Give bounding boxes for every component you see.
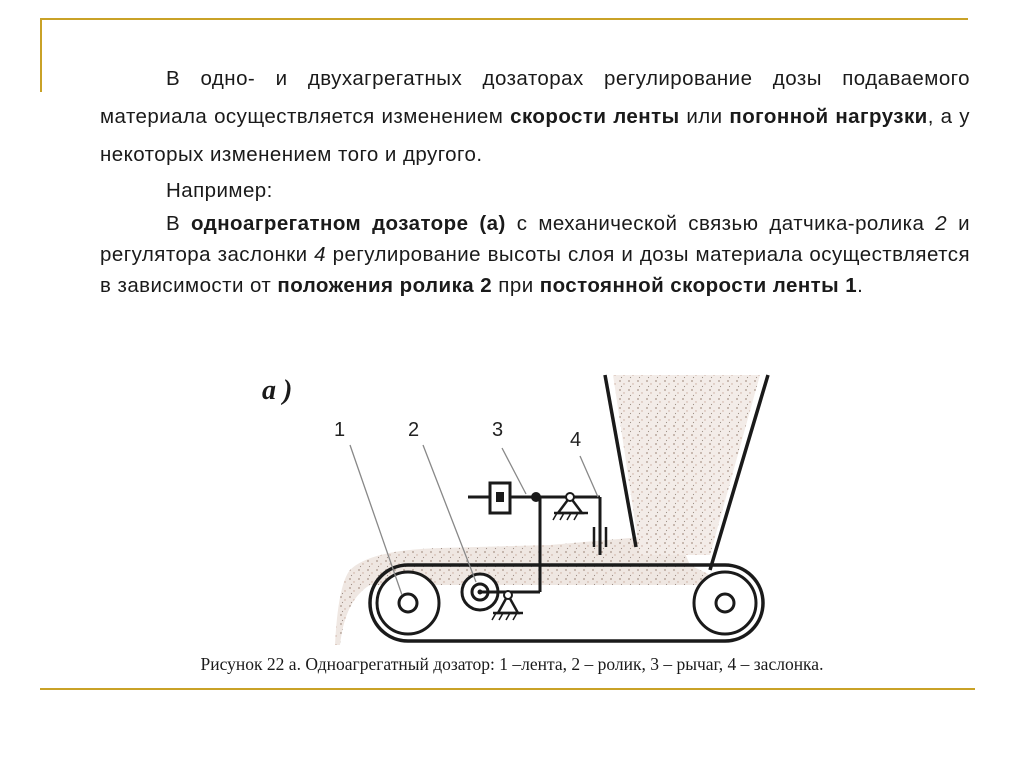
paragraph-intro: В одно- и двухагрегатных дозаторах регулирование дозы подаваемого материала осуществляется изменением скорости ленты или погонной нагрузки, а у некоторых изменением того и другого. xyxy=(100,67,971,166)
slide-body xyxy=(100,60,970,301)
frame-bottom-rule xyxy=(40,688,975,690)
hopper-material-grain xyxy=(613,375,760,555)
dosator-diagram xyxy=(330,370,790,655)
drum-left xyxy=(377,572,439,634)
lever xyxy=(468,483,600,520)
label-3: 3 xyxy=(492,419,504,441)
label-2: 2 xyxy=(408,419,420,441)
frame-left-accent xyxy=(40,18,42,92)
drum-right xyxy=(694,572,756,634)
figure-caption: Рисунок 22 а. Одноагрегатный дозатор: 1 –лента, 2 – ролик, 3 – рычаг, 4 – заслонка. xyxy=(200,654,824,674)
label-1: 1 xyxy=(334,419,346,441)
label-4: 4 xyxy=(570,429,582,451)
paragraph-example: Например: xyxy=(166,179,273,202)
paragraph-description: В одноагрегатном дозаторе (а) с механической связью датчика-ролика 2 и регулятора заслонки 4 регулирование высоты слоя и дозы материала осуществляется в зависимости от положения ролика 2 при постоянной скорости ленты 1. xyxy=(100,212,970,297)
frame-top-rule xyxy=(40,18,968,20)
diagram-label: а ) xyxy=(262,375,293,406)
